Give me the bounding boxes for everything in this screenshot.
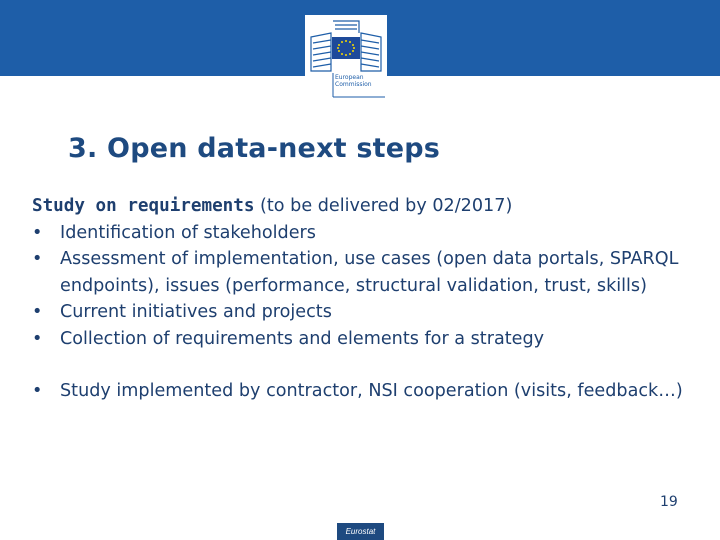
list-item-text: Collection of requirements and elements for a strategy [60,328,545,349]
list-item [32,220,702,247]
logo-text-line1: European [335,74,364,81]
list-item-text: Assessment of implementation, use cases (open data portals, SPARQL endpoints), issues (performance, structural validation, trust, skills) [60,249,679,296]
slide-content [32,193,702,405]
page-number: 19 [660,494,678,510]
bullet-list-secondary [32,378,702,405]
list-item-text: Identification of stakeholders [60,222,316,243]
slide-title: 3. Open data-next steps [68,133,441,164]
list-item [32,326,702,353]
lead-rest: (to be delivered by 02/2017) [254,196,513,216]
list-item [32,246,702,299]
logo-text-line2: Commission [335,81,372,88]
bullet-icon: • [32,328,43,349]
lead-bold: Study on requirements [32,196,255,216]
bullet-list [32,220,702,353]
european-commission-logo [305,15,387,99]
lead-line [32,193,702,220]
eurostat-badge: Eurostat [337,523,384,540]
list-item-text: Current initiatives and projects [60,302,332,322]
list-item-text: Study implemented by contractor, NSI cooperation (visits, feedback…) [60,381,683,401]
bullet-icon: • [32,222,43,243]
list-item [32,378,702,405]
bullet-icon: • [32,381,43,401]
bullet-icon: • [32,302,43,322]
logo-text [335,74,372,88]
list-item [32,299,702,326]
bullet-icon: • [32,249,43,269]
